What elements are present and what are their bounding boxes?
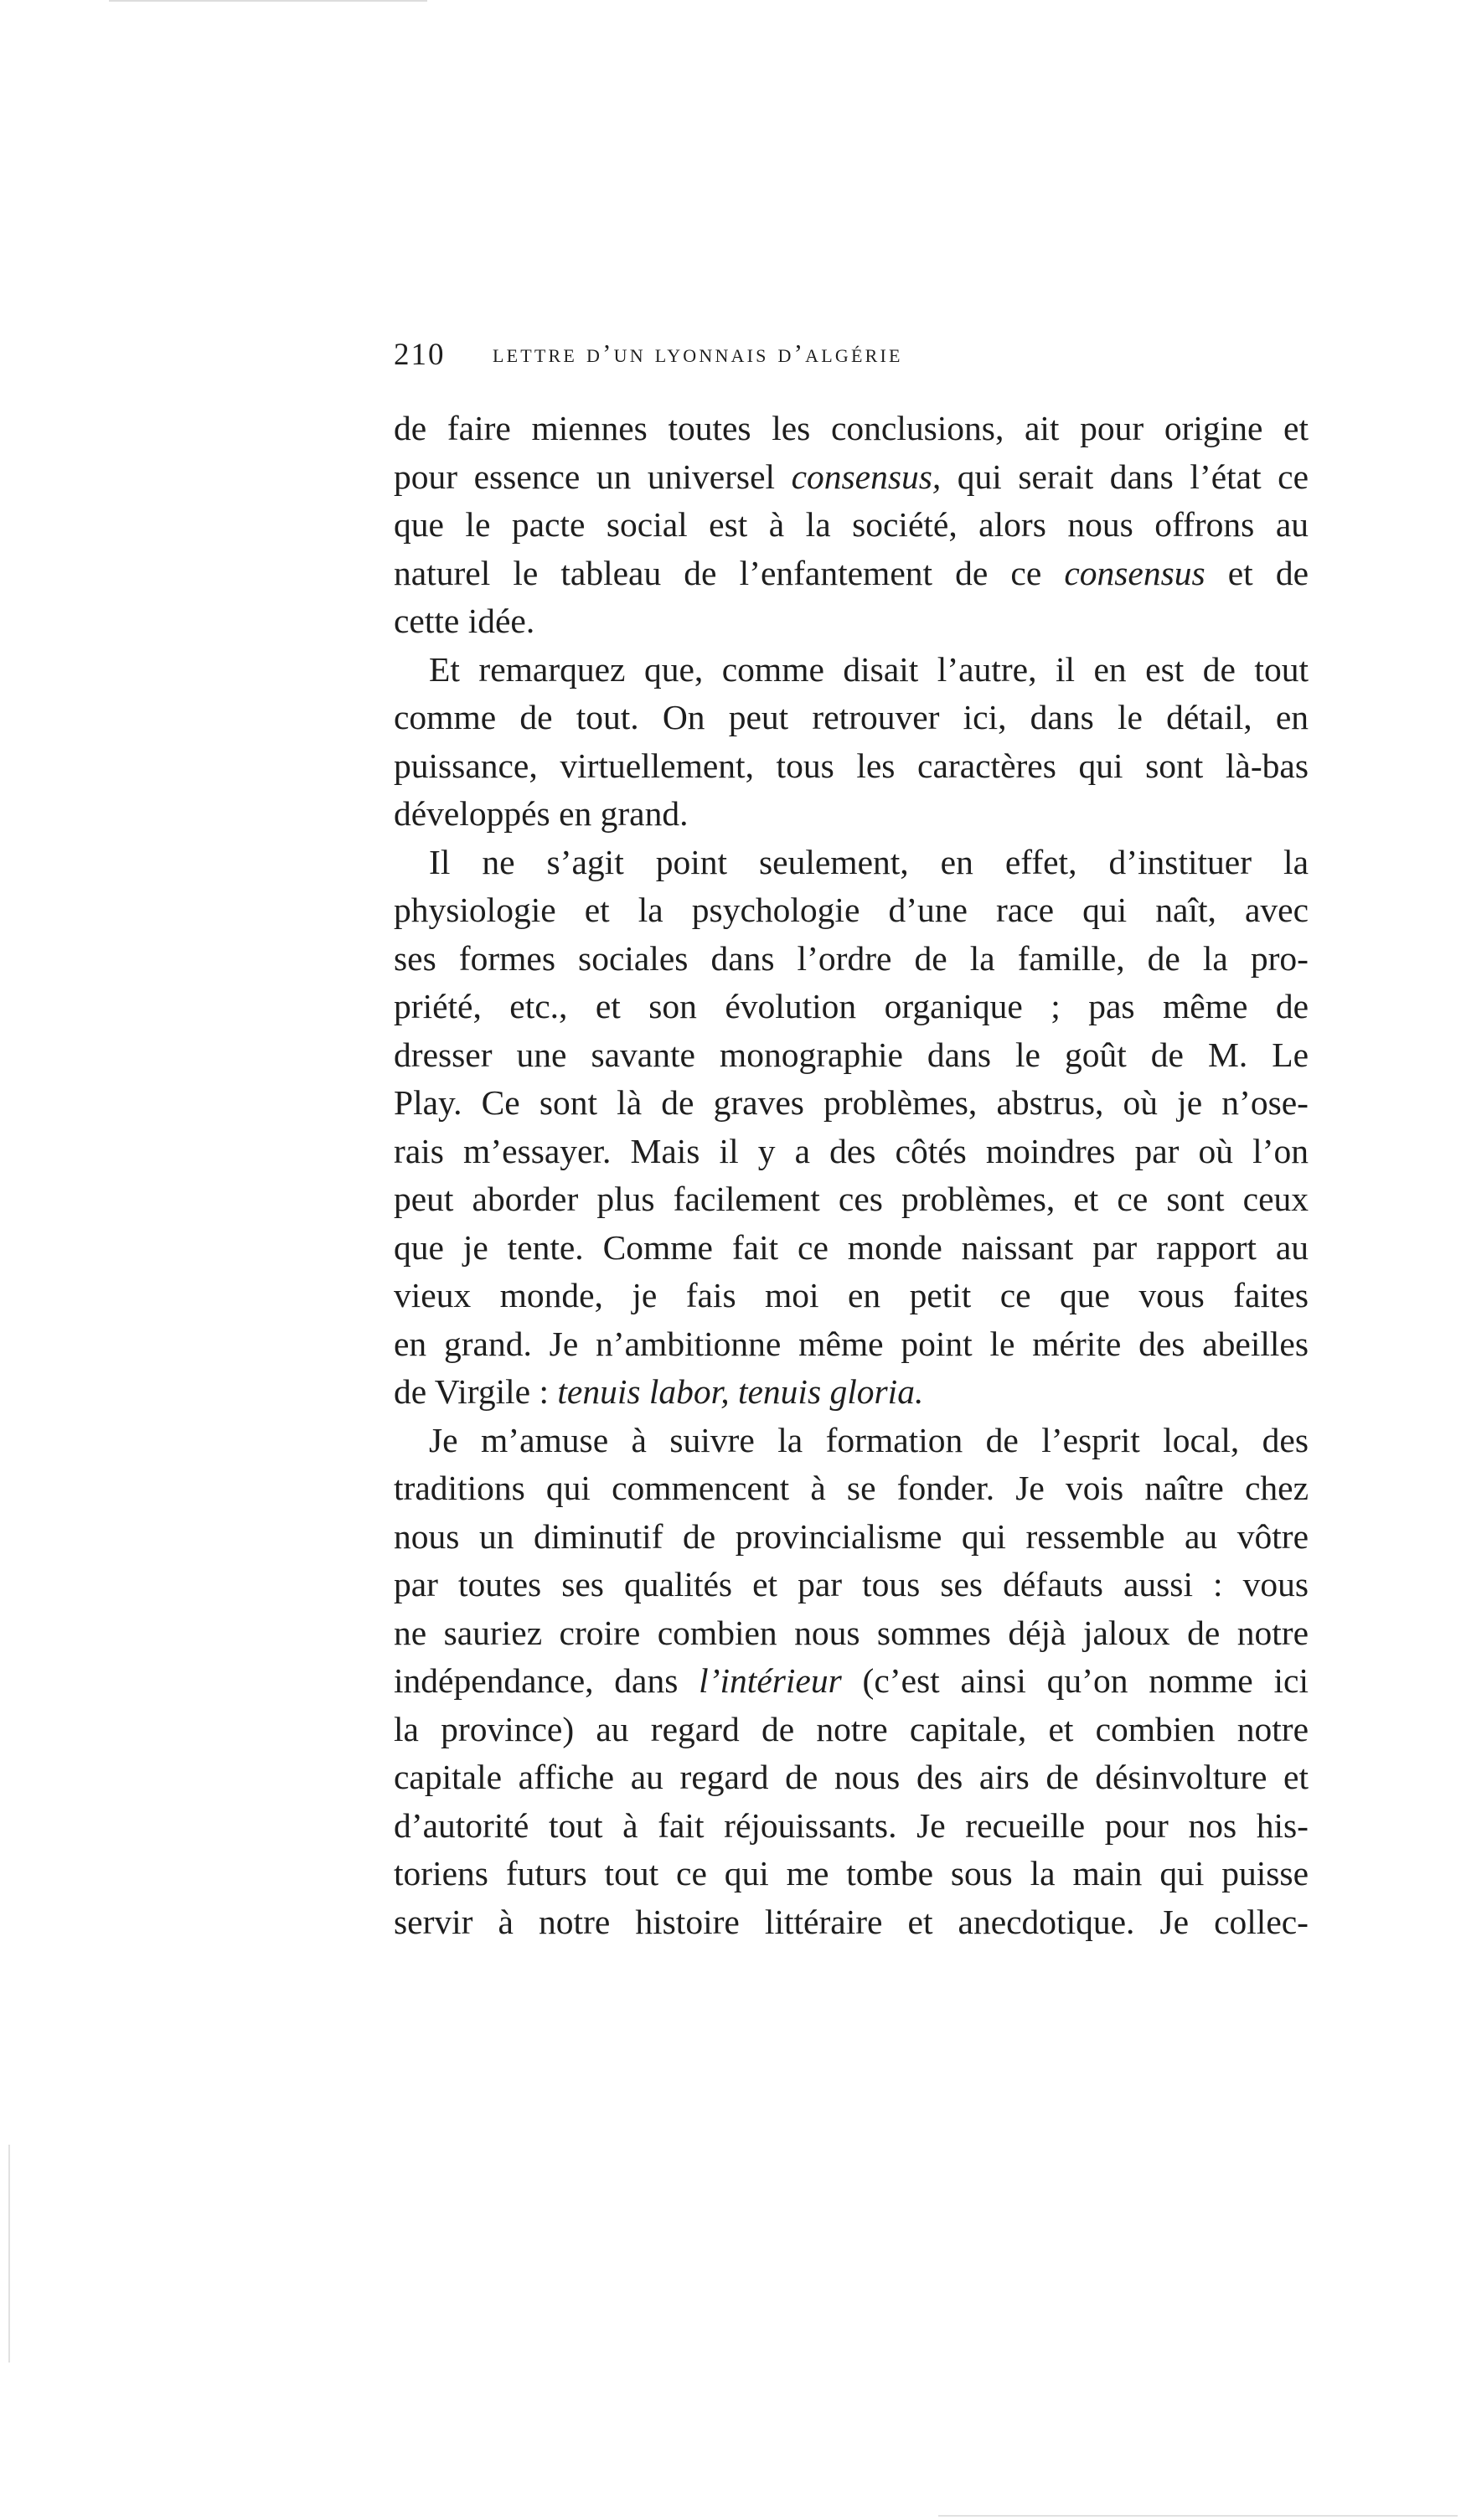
text-segment: la province) au regard de notre capitale, et combien notre (394, 1709, 1309, 1748)
text-line (394, 1850, 1309, 1898)
running-title: lettre d’un lyonnais d’algérie (493, 338, 903, 368)
italic-text: l’intérieur (699, 1661, 842, 1700)
text-segment: dresser une savante monographie dans le goût de M. Le (394, 1035, 1309, 1074)
text-line (394, 742, 1309, 791)
text-line (394, 405, 1309, 453)
text-segment: nous un diminutif de provincialisme qui ressemble au vôtre (394, 1516, 1309, 1556)
page-number: 210 (394, 338, 446, 372)
text-line (394, 1753, 1309, 1802)
text-line (394, 1417, 1309, 1465)
page-header (394, 337, 1309, 384)
text-segment: en grand. Je n’ambitionne même point le mérite des abeilles (394, 1324, 1309, 1363)
paragraph (394, 839, 1309, 1417)
text-segment: indépendance, dans (394, 1661, 700, 1700)
text-line (394, 983, 1309, 1031)
text-line (394, 501, 1309, 550)
text-line (394, 1079, 1309, 1128)
text-line (394, 886, 1309, 935)
italic-text: consensus, (791, 457, 942, 496)
text-segment: d’autorité tout à fait réjouissants. Je recueille pour nos his- (394, 1805, 1309, 1845)
text-segment: cette idée. (394, 602, 535, 640)
text-line (394, 1320, 1309, 1369)
text-segment: vieux monde, je fais moi en petit ce que vous faites (394, 1276, 1309, 1314)
text-line (394, 790, 1309, 839)
text-segment: que je tente. Comme fait ce monde naissant par rapport au (394, 1227, 1309, 1267)
text-line (394, 1657, 1309, 1706)
text-line (394, 1513, 1309, 1562)
text-line (394, 646, 1309, 695)
text-line (394, 597, 1309, 646)
text-segment: développés en grand. (394, 794, 689, 833)
text-segment: comme de tout. On peut retrouver ici, dans le détail, en (394, 698, 1309, 736)
text-segment: qui serait dans l’état ce (941, 457, 1309, 496)
text-segment: de faire miennes toutes les conclusions, ait pour origine et (394, 409, 1309, 447)
text-line (394, 1128, 1309, 1176)
text-segment: traditions qui commencent à se fonder. Je vois naître chez (394, 1469, 1309, 1507)
text-segment: priété, etc., et son évolution organique ; pas même de (394, 987, 1309, 1025)
text-segment: capitale affiche au regard de nous des airs de désinvolture et (394, 1758, 1309, 1796)
text-line (394, 1464, 1309, 1513)
text-line (394, 1224, 1309, 1273)
text-segment: que le pacte social est à la société, alors nous offrons au (394, 505, 1309, 544)
text-line (394, 1175, 1309, 1224)
paragraph (394, 405, 1309, 646)
italic-text: consensus (1064, 553, 1205, 592)
scan-artifact-top (109, 0, 427, 2)
text-line (394, 935, 1309, 984)
text-line (394, 1561, 1309, 1609)
text-line (394, 1609, 1309, 1658)
text-segment: servir à notre histoire littéraire et anecdotique. Je collec- (394, 1902, 1309, 1941)
paragraph (394, 646, 1309, 839)
text-segment: (c’est ainsi qu’on nomme ici (841, 1661, 1309, 1700)
text-segment: toriens futurs tout ce qui me tombe sous la main qui puisse (394, 1854, 1309, 1893)
text-line (394, 1272, 1309, 1320)
text-line (394, 1802, 1309, 1851)
paragraph (394, 1417, 1309, 1947)
text-line (394, 453, 1309, 502)
text-segment: ses formes sociales dans l’ordre de la famille, de la pro- (394, 938, 1309, 978)
italic-text: tenuis labor, tenuis gloria. (557, 1372, 924, 1411)
text-line (394, 839, 1309, 887)
text-segment: par toutes ses qualités et par tous ses défauts aussi : vous (394, 1565, 1309, 1603)
text-segment: et de (1205, 553, 1309, 592)
text-segment: physiologie et la psychologie d’une race qui naît, avec (394, 891, 1309, 929)
text-line (394, 1368, 1309, 1417)
text-segment: Et remarquez que, comme disait l’autre, il en est de tout (429, 649, 1309, 689)
text-line (394, 1898, 1309, 1947)
text-segment: peut aborder plus facilement ces problèmes, et ce sont ceux (394, 1180, 1309, 1218)
text-segment: de Virgile : (394, 1372, 558, 1411)
scan-artifact-bottom (938, 2515, 1458, 2517)
text-segment: pour essence un universel (394, 457, 792, 496)
text-segment: Il ne s’agit point seulement, en effet, d’instituer la (429, 842, 1309, 881)
text-segment: rais m’essayer. Mais il y a des côtés moindres par où l’on (394, 1131, 1309, 1170)
scan-artifact-left (8, 2145, 10, 2362)
text-line (394, 1706, 1309, 1754)
text-segment: puissance, virtuellement, tous les caractères qui sont là-bas (394, 746, 1309, 785)
text-segment: Je m’amuse à suivre la formation de l’esprit local, des (429, 1420, 1309, 1459)
text-segment: Play. Ce sont là de graves problèmes, abstrus, où je n’ose- (394, 1083, 1309, 1122)
text-line (394, 1031, 1309, 1080)
text-segment: naturel le tableau de l’enfantement de ce (394, 553, 1065, 592)
text-segment: ne sauriez croire combien nous sommes déjà jaloux de notre (394, 1613, 1309, 1652)
text-line (394, 550, 1309, 598)
body-text (394, 405, 1309, 1946)
text-line (394, 694, 1309, 742)
